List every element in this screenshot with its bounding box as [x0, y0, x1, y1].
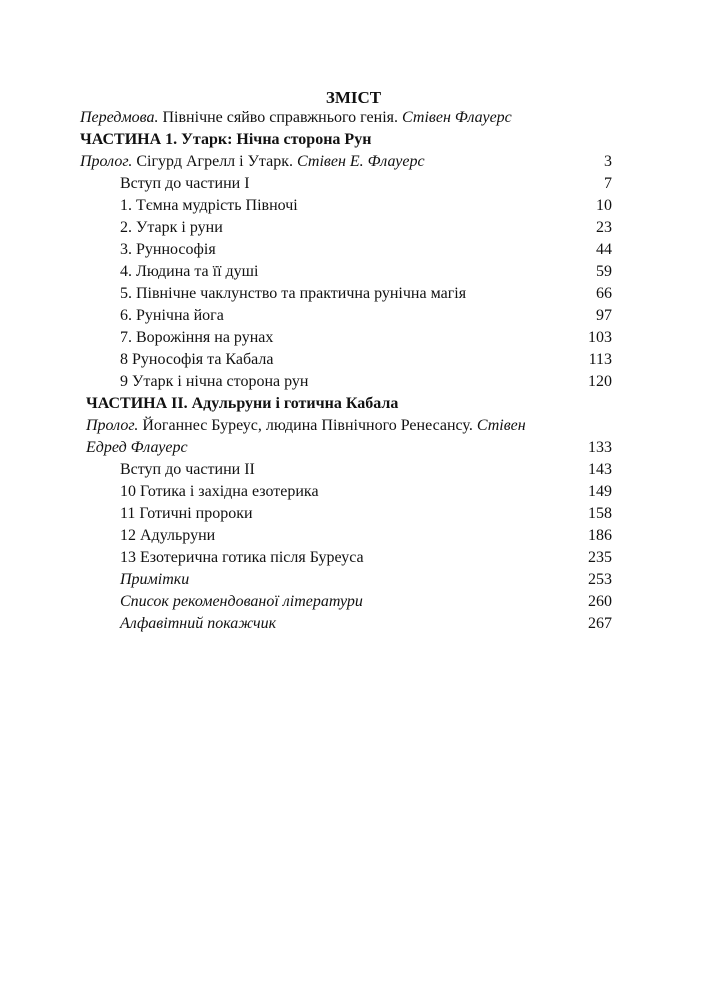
- toc-entry-page: 186: [588, 527, 612, 544]
- toc-entry-label: 12 Адульруни: [120, 527, 216, 544]
- toc-entry-label: 13 Езотерична готика після Буреуса: [120, 549, 364, 566]
- toc-backmatter-page: 253: [588, 571, 612, 588]
- part2-prologue-lead: Пролог.: [86, 417, 139, 434]
- part1-prologue-author: Стівен Е. Флауерс: [293, 153, 425, 170]
- preface-title: Північне сяйво справжнього генія.: [158, 109, 398, 126]
- toc-backmatter-page: 260: [588, 593, 612, 610]
- toc-entry-page: 235: [588, 549, 612, 566]
- toc-entry-page: 97: [596, 307, 612, 324]
- toc-entry-label: 6. Рунічна йога: [120, 307, 224, 324]
- part1-prologue-lead: Пролог.: [80, 153, 133, 170]
- toc-entry-label: 2. Утарк і руни: [120, 219, 223, 236]
- toc-entry-page: 44: [596, 241, 612, 258]
- toc-entry-label: 1. Тємна мудрість Півночі: [120, 197, 298, 214]
- toc-entry-page: 149: [588, 483, 612, 500]
- part2-prologue-author-cont: Едред Флауерс: [86, 439, 188, 456]
- toc-heading: ЗМІСТ: [325, 88, 382, 107]
- toc-backmatter-label: Алфавітний покажчик: [120, 615, 277, 632]
- part2-prologue-title: Йоганнес Буреус, людина Північного Ренесансу.: [138, 417, 473, 434]
- toc-entry-page: 10: [596, 197, 612, 214]
- toc-entry-label: 9 Утарк і нічна сторона рун: [120, 373, 309, 390]
- toc-entry-page: 7: [604, 175, 612, 192]
- part1-prologue-title: Сігурд Агрелл і Утарк.: [132, 153, 293, 170]
- part2-prologue-page: 133: [588, 439, 612, 456]
- preface-author: Стівен Флауерс: [398, 109, 512, 126]
- toc-entry-label: 11 Готичні пророки: [120, 505, 253, 522]
- toc-entry-page: 103: [588, 329, 612, 346]
- toc-entry-page: 143: [588, 461, 612, 478]
- toc-backmatter-label: Список рекомендованої літератури: [120, 593, 363, 610]
- toc-backmatter-label: Примітки: [120, 571, 190, 588]
- toc-entry-page: 113: [588, 351, 612, 368]
- toc-entry-label: 10 Готика і західна езотерика: [120, 483, 319, 500]
- part1-prologue: [80, 152, 425, 172]
- part1-prologue-page: 3: [604, 153, 612, 170]
- toc-entry-label: 8 Рунософія та Кабала: [120, 351, 274, 368]
- preface-line: [80, 108, 512, 128]
- toc-entry-page: 158: [588, 505, 612, 522]
- part2-prologue: [86, 416, 526, 436]
- toc-entry-label: 7. Ворожіння на рунах: [120, 329, 274, 346]
- toc-backmatter-page: 267: [588, 615, 612, 632]
- toc-entry-page: 120: [588, 373, 612, 390]
- toc-entry-label: Вступ до частини ІІ: [120, 461, 255, 478]
- part2-title: ЧАСТИНА ІІ. Адульруни і готична Кабала: [86, 395, 399, 412]
- toc-entry-label: Вступ до частини І: [120, 175, 250, 192]
- toc-entry-page: 23: [596, 219, 612, 236]
- part2-prologue-author: Стівен: [472, 417, 526, 434]
- toc-entry-label: 3. Руннософія: [120, 241, 216, 258]
- toc-entry-page: 59: [596, 263, 612, 280]
- preface-lead: Передмова.: [80, 109, 159, 126]
- toc-entry-page: 66: [596, 285, 612, 302]
- toc-entry-label: 5. Північне чаклунство та практична рунічна магія: [120, 285, 467, 302]
- part1-title: ЧАСТИНА 1. Утарк: Нічна сторона Рун: [80, 131, 372, 148]
- toc-entry-label: 4. Людина та її душі: [120, 263, 259, 280]
